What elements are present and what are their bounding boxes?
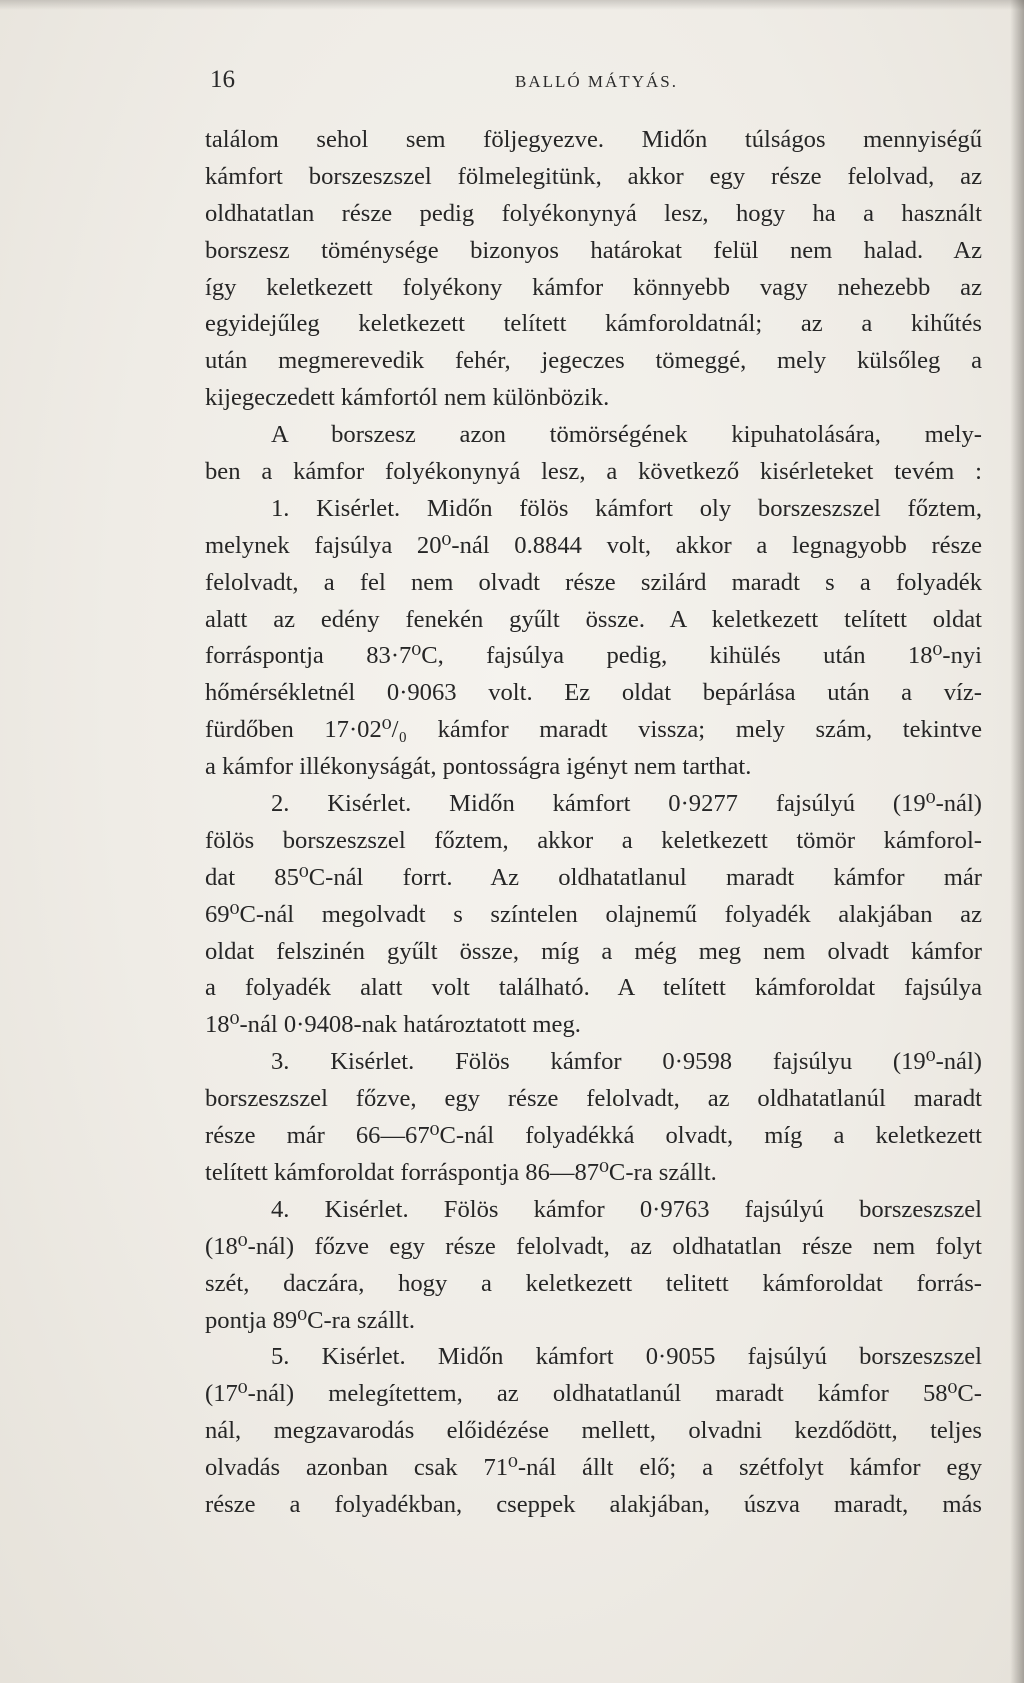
text-line: A borszesz azon tömörségének kipuhatolására, mely- bbox=[271, 421, 982, 449]
text-line: hőmérsékletnél 0·9063 volt. Ez oldat bepárlása után a víz- bbox=[205, 679, 982, 707]
text-line: olvadás azonban csak 71⁰-nál állt elő; a szétfolyt kámfor egy bbox=[205, 1454, 982, 1482]
text-line: alatt az edény fenekén gyűlt össze. A keletkezett telített oldat bbox=[205, 605, 982, 633]
page-top-shadow bbox=[0, 0, 1024, 10]
text-line: oldhatatlan része pedig folyékonynyá lesz, hogy ha a használt bbox=[205, 199, 982, 227]
text-line: 3. Kisérlet. Fölös kámfor 0·9598 fajsúlyu (19⁰-nál) bbox=[271, 1048, 982, 1076]
text-line: 4. Kisérlet. Fölös kámfor 0·9763 fajsúlyú borszeszszel bbox=[271, 1195, 982, 1223]
text-line: 2. Kisérlet. Midőn kámfort 0·9277 fajsúlyú (19⁰-nál) bbox=[271, 790, 982, 818]
text-line: felolvadt, a fel nem olvadt része szilárd maradt s a folyadék bbox=[205, 568, 982, 596]
text-line: 18⁰-nál 0·9408-nak határoztatott meg. bbox=[205, 1011, 581, 1039]
text-line: fölös borszeszszel főztem, akkor a keletkezett tömör kámforol- bbox=[205, 826, 982, 854]
text-line: után megmerevedik fehér, jegeczes tömeggé, mely külsőleg a bbox=[205, 347, 982, 375]
text-line: forráspontja 83·7⁰C, fajsúlya pedig, kihülés után 18⁰-nyi bbox=[205, 642, 982, 670]
text-line: pontja 89⁰C-ra szállt. bbox=[205, 1306, 415, 1334]
text-line: borszeszszel főzve, egy része felolvadt, az oldhatatlanúl maradt bbox=[205, 1085, 982, 1113]
text-line: nál, megzavarodás előidézése mellett, olvadni kezdődött, teljes bbox=[205, 1417, 982, 1445]
text-line: (17⁰-nál) melegítettem, az oldhatatlanúl maradt kámfor 58⁰C- bbox=[205, 1380, 982, 1408]
text-line: szét, daczára, hogy a keletkezett telitett kámforoldat forrás- bbox=[205, 1269, 982, 1297]
text-line: része a folyadékban, cseppek alakjában, úszva maradt, más bbox=[205, 1490, 982, 1518]
running-head: BALLÓ MÁTYÁS. bbox=[515, 72, 678, 91]
text-line: (18⁰-nál) főzve egy része felolvadt, az oldhatatlan része nem folyt bbox=[205, 1232, 982, 1260]
text-line: telített kámforoldat forráspontja 86—87⁰C-ra szállt. bbox=[205, 1158, 717, 1186]
text-line: kámfort borszeszszel fölmelegitünk, akkor egy része felolvad, az bbox=[205, 162, 982, 190]
page-header bbox=[210, 66, 990, 96]
text-line: melynek fajsúlya 20⁰-nál 0.8844 volt, akkor a legnagyobb része bbox=[205, 531, 982, 559]
text-line: 5. Kisérlet. Midőn kámfort 0·9055 fajsúlyú borszeszszel bbox=[271, 1343, 982, 1371]
text-line: fürdőben 17·02⁰/₀ kámfor maradt vissza; mely szám, tekintve bbox=[205, 716, 982, 744]
text-line: ben a kámfor folyékonynyá lesz, a következő kisérleteket tevém : bbox=[205, 458, 982, 486]
text-line: 69⁰C-nál megolvadt s színtelen olajnemű folyadék alakjában az bbox=[205, 900, 982, 928]
page-right-shadow bbox=[1010, 0, 1024, 1683]
text-line: borszesz töménysége bizonyos határokat felül nem halad. Az bbox=[205, 236, 982, 264]
text-line: része már 66—67⁰C-nál folyadékká olvadt, míg a keletkezett bbox=[205, 1122, 982, 1150]
text-line: oldat felszinén gyűlt össze, míg a még meg nem olvadt kámfor bbox=[205, 937, 982, 965]
text-line: 1. Kisérlet. Midőn fölös kámfort oly borszeszszel főztem, bbox=[271, 494, 982, 522]
text-line: dat 85⁰C-nál forrt. Az oldhatatlanul maradt kámfor már bbox=[205, 863, 982, 891]
page-number: 16 bbox=[210, 66, 235, 93]
text-line: kijegeczedett kámfortól nem különbözik. bbox=[205, 384, 610, 412]
body-text bbox=[205, 122, 982, 1524]
text-line: így keletkezett folyékony kámfor könnyebb vagy nehezebb az bbox=[205, 273, 982, 301]
text-line: a folyadék alatt volt található. A telített kámforoldat fajsúlya bbox=[205, 974, 982, 1002]
text-line: a kámfor illékonyságát, pontosságra igényt nem tarthat. bbox=[205, 753, 752, 781]
text-line: egyidejűleg keletkezett telített kámforoldatnál; az a kihűtés bbox=[205, 310, 982, 338]
text-line: találom sehol sem följegyezve. Midőn túlságos mennyiségű bbox=[205, 126, 982, 153]
